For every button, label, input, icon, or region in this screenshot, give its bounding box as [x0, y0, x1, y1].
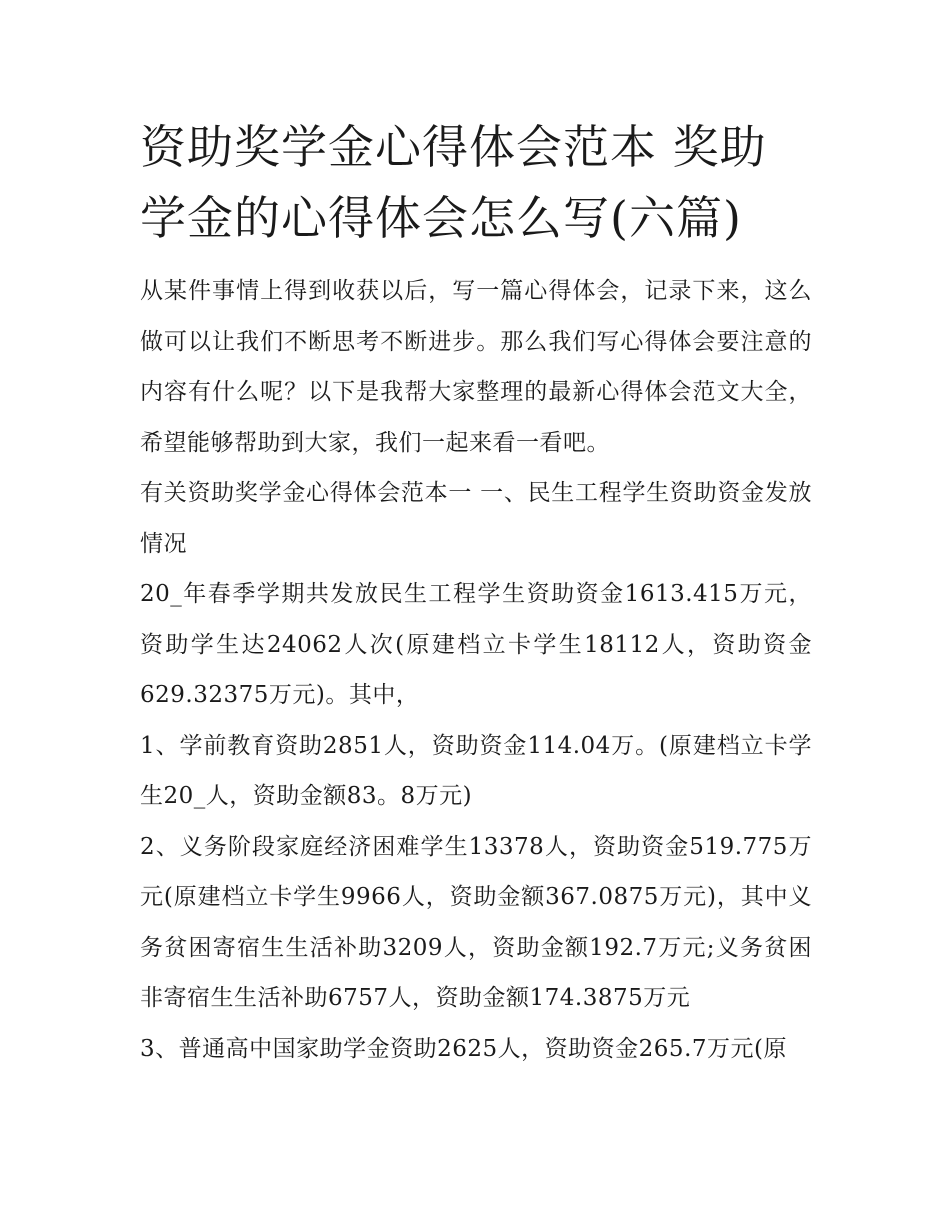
document-page [140, 112, 812, 1074]
list-item-compulsory: 2、义务阶段家庭经济困难学生13378人，资助资金519.775万元(原建档立卡学生9966人，资助金额367.0875万元)，其中义务贫困寄宿生生活补助3209人，资助金额192.7万元;义务贫困非寄宿生生活补助6757人，资助金额174.3875万元 [140, 833, 812, 1011]
document-title: 资助奖学金心得体会范本 奖助学金的心得体会怎么写(六篇) [140, 120, 767, 245]
summary-paragraph: 20_年春季学期共发放民生工程学生资助资金1613.415万元，资助学生达24062人次(原建档立卡学生18112人，资助资金629.32375万元)。其中， [140, 581, 812, 708]
list-item-preschool: 1、学前教育资助2851人，资助资金114.04万。(原建档立卡学生20_人，资助金额83。8万元) [140, 732, 812, 809]
intro-paragraph: 从某件事情上得到收获以后，写一篇心得体会，记录下来，这么做可以让我们不断思考不断进步。那么我们写心得体会要注意的内容有什么呢？以下是我帮大家整理的最新心得体会范文大全，希望能够帮助到大家，我们一起来看一看吧。 [140, 278, 812, 456]
section-heading: 有关资助奖学金心得体会范本一 一、民生工程学生资助资金发放情况 [140, 480, 812, 557]
list-item-highschool: 3、普通高中国家助学金资助2625人，资助资金265.7万元(原 [140, 1035, 787, 1062]
